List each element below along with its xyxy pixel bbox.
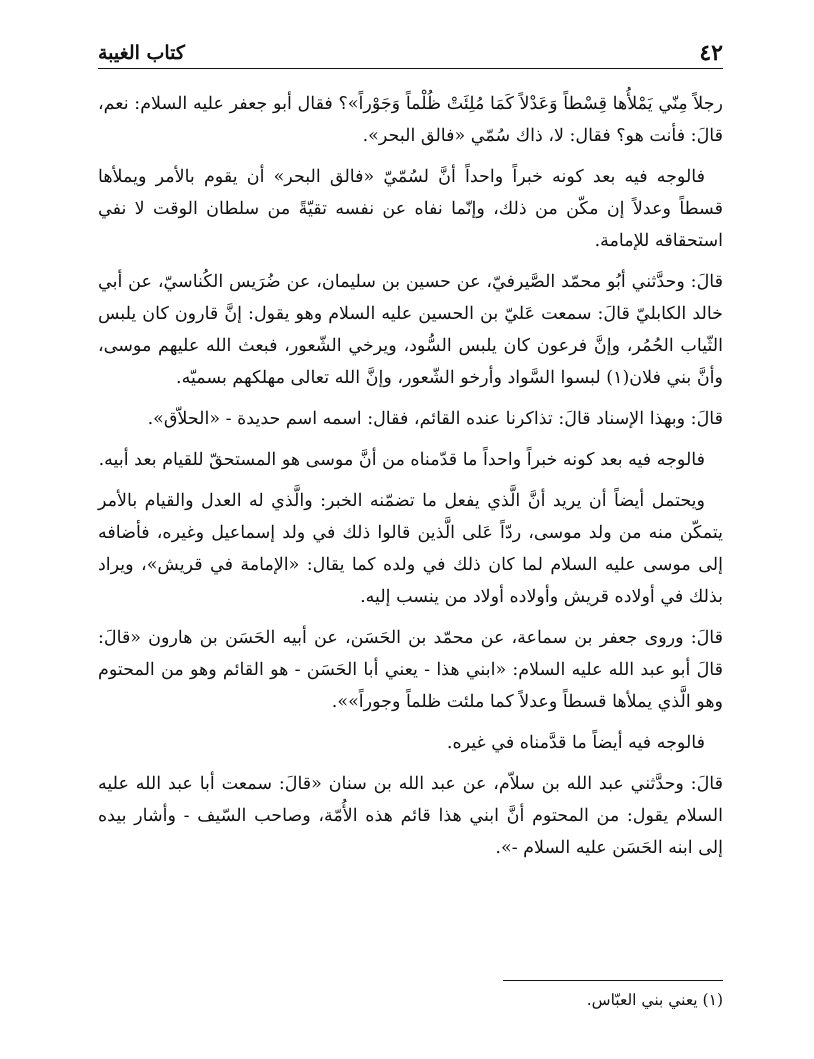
footnote-divider: [503, 980, 723, 981]
paragraph: قالَ: وبهذا الإسناد قالَ: تذاكرنا عنده القائم، فقال: اسمه اسم حديدة - «الحلاّق».: [147, 409, 723, 429]
running-title: كتاب الغيبة: [98, 42, 185, 64]
paragraph: رجلاً مِنّي يَمْلأُها قِسْطاً وَعَدْلاً كَمَا مُلِئَتْ ظُلْماً وَجَوْراً»؟ فقال أبو جعفر عليه السلام: نعم، قالَ: فأنت هو؟ فقال: لا، ذاك سُمّي «فالق البحر».: [98, 94, 723, 146]
page-number: ٤٢: [699, 40, 723, 66]
body-text: [98, 88, 723, 873]
paragraph: فالوجه فيه بعد كونه خبراً واحداً ما قدّمناه من أنَّ موسى هو المستحقّ للقيام بعد أبيه.: [98, 450, 705, 470]
paragraph: قالَ: وروى جعفر بن سماعة، عن محمّد بن الحَسَن، عن أبيه الحَسَن بن هارون «قالَ: قالَ أبو عبد الله عليه السلام: «ابني هذا - يعني أبا الحَسَن - هو القائم وهو من المحتوم وهو الَّذي يملأها قسطاً وعدلاً كما ملئت ظلماً وجوراً»».: [98, 628, 723, 712]
paragraph: فالوجه فيه بعد كونه خبراً واحداً أنَّ لسُمّيّ «فالق البحر» أن يقوم بالأمر ويملأها قسطاً وعدلاً إن مكّن من ذلك، وإنّما نفاه عن نفسه تقيّةً من سلطان الوقت لا نفي استحقاقه للإمامة.: [98, 167, 723, 251]
page-header: [98, 38, 723, 69]
paragraph: ويحتمل أيضاً أن يريد أنَّ الَّذي يفعل ما تضمّنه الخبر: والَّذي له العدل والقيام بالأمر يتمكّن منه من ولد موسى، ردّاً عَلى الَّذين قالوا ذلك في ولد إسماعيل وغيره، فأضافه إلى موسى عليه السلام لما كان ذلك في ولده كما يقال: «الإمامة في قريش»، ويراد بذلك في أولاده قريش وأولاده أولاد من ينسب إليه.: [98, 491, 723, 607]
paragraph: قالَ: وحدَّثني عبد الله بن سلاّم، عن عبد الله بن سنان «قالَ: سمعت أبا عبد الله عليه السلام يقول: من المحتوم أنَّ ابني هذا قائم هذه الأُمّة، وصاحب السّيف - وأشار بيده إلى ابنه الحَسَن عليه السلام -».: [98, 774, 723, 858]
paragraph: قالَ: وحدَّثني أبُو محمّد الصَّيرفيّ، عن حسين بن سليمان، عن ضُرَيس الكُناسيّ، عن أبي خالد الكابليّ قالَ: سمعت عَليّ بن الحسين عليه السلام وهو يقول: إنَّ قارون كان يلبس الثّياب الحُمُر، وإنَّ فرعون كان يلبس السُّود، ويرخي الشّعور، فبعث الله عليهم موسى، وأنَّ بني فلان(١) لبسوا السَّواد وأرخو الشّعور، وإنَّ الله تعالى مهلكهم بسميّه.: [98, 272, 723, 388]
footnote: (١) يعني بني العبّاس.: [586, 991, 723, 1009]
paragraph: فالوجه فيه أيضاً ما قدَّمناه في غيره.: [446, 733, 705, 753]
